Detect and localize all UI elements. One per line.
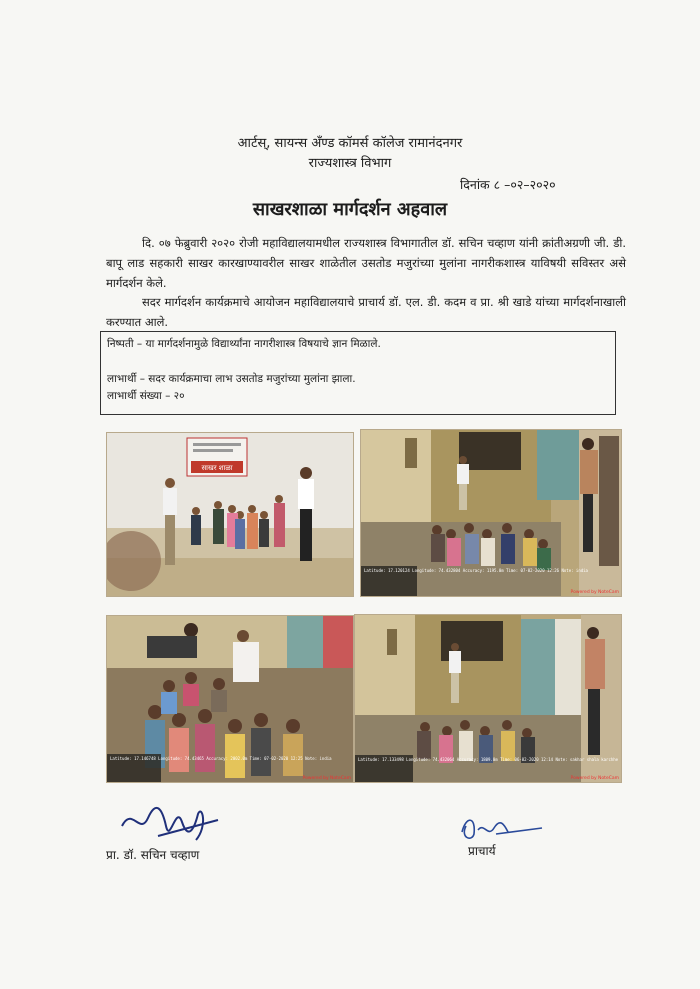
photo-classroom-2 bbox=[354, 614, 622, 783]
watermark-3: Powered by NoteCam bbox=[570, 776, 619, 781]
beneficiaries-text: लाभार्थी – सदर कार्यक्रमाचा लाभ उसतोड मजुरांच्या मुलांना झाला. bbox=[107, 373, 356, 385]
geo-stamp-3: Latitude: 17.133498 Longitude: 74.432064 Accuracy: 1809.0m Time: 06-02-2020 12:14 Note: sakhar shala karchhe bbox=[358, 757, 619, 762]
photo-children-session bbox=[106, 615, 354, 783]
department-name: राज्यशास्त्र विभाग bbox=[308, 156, 392, 171]
body-paragraph-1: दि. ०७ फेब्रुवारी २०२० रोजी महाविद्यालयामधील राज्यशास्त्र विभागातील डॉ. सचिन चव्हाण यांनी क्रांतीअग्रणी जी. डी. बापू लाड सहकारी साखर कारखाण्यावरील साखर शाळेतील उसतोड मजुरांच्या मुलांना नागरीकशास्त्र याविषयी सविस्तर असे मार्गदर्शन केले. bbox=[106, 236, 626, 290]
beneficiary-count: लाभार्थी संख्या – २० bbox=[107, 390, 185, 402]
photo-outdoor-group bbox=[106, 432, 354, 597]
report-title: साखरशाळा मार्गदर्शन अहवाल bbox=[252, 199, 448, 220]
summary-box bbox=[100, 331, 616, 415]
signature-right-label: प्राचार्य bbox=[468, 844, 496, 858]
signature-left-label: प्रा. डॉ. सचिन चव्हाण bbox=[106, 848, 200, 862]
banner-text: साखर शाळा bbox=[201, 464, 233, 472]
geo-stamp-1: Latitude: 17.120124 Longitude: 74.432804 Accuracy: 1195.0m Time: 07-02-2020 12:26 Note: india bbox=[364, 568, 588, 573]
watermark-1: Powered by NoteCam bbox=[570, 590, 619, 595]
report-date: दिनांक ८ –०२–२०२० bbox=[460, 177, 556, 192]
geo-stamp-2: Latitude: 17.146748 Longitude: 74.43465 Accuracy: 2002.0m Time: 07-02-2020 12:25 Note: india bbox=[110, 756, 332, 761]
body-paragraph-2: सदर मार्गदर्शन कार्यक्रमाचे आयोजन महाविद्यालयाचे प्राचार्य डॉ. एल. डी. कदम व प्रा. श्री खाडे यांच्या मार्गदर्शनाखाली करण्यात आले. bbox=[106, 295, 626, 329]
watermark-2: Powered by NoteCam bbox=[302, 776, 351, 781]
signature-left bbox=[118, 796, 228, 850]
college-name: आर्टस्, सायन्स अँण्ड कॉमर्स कॉलेज रामानंदनगर bbox=[237, 136, 463, 151]
outcome-text: निष्पती – या मार्गदर्शनामुळे विद्यार्थ्यांना नागरीशास्त्र विषयाचे ज्ञान मिळाले. bbox=[107, 338, 381, 350]
photo-classroom-1 bbox=[360, 429, 622, 597]
